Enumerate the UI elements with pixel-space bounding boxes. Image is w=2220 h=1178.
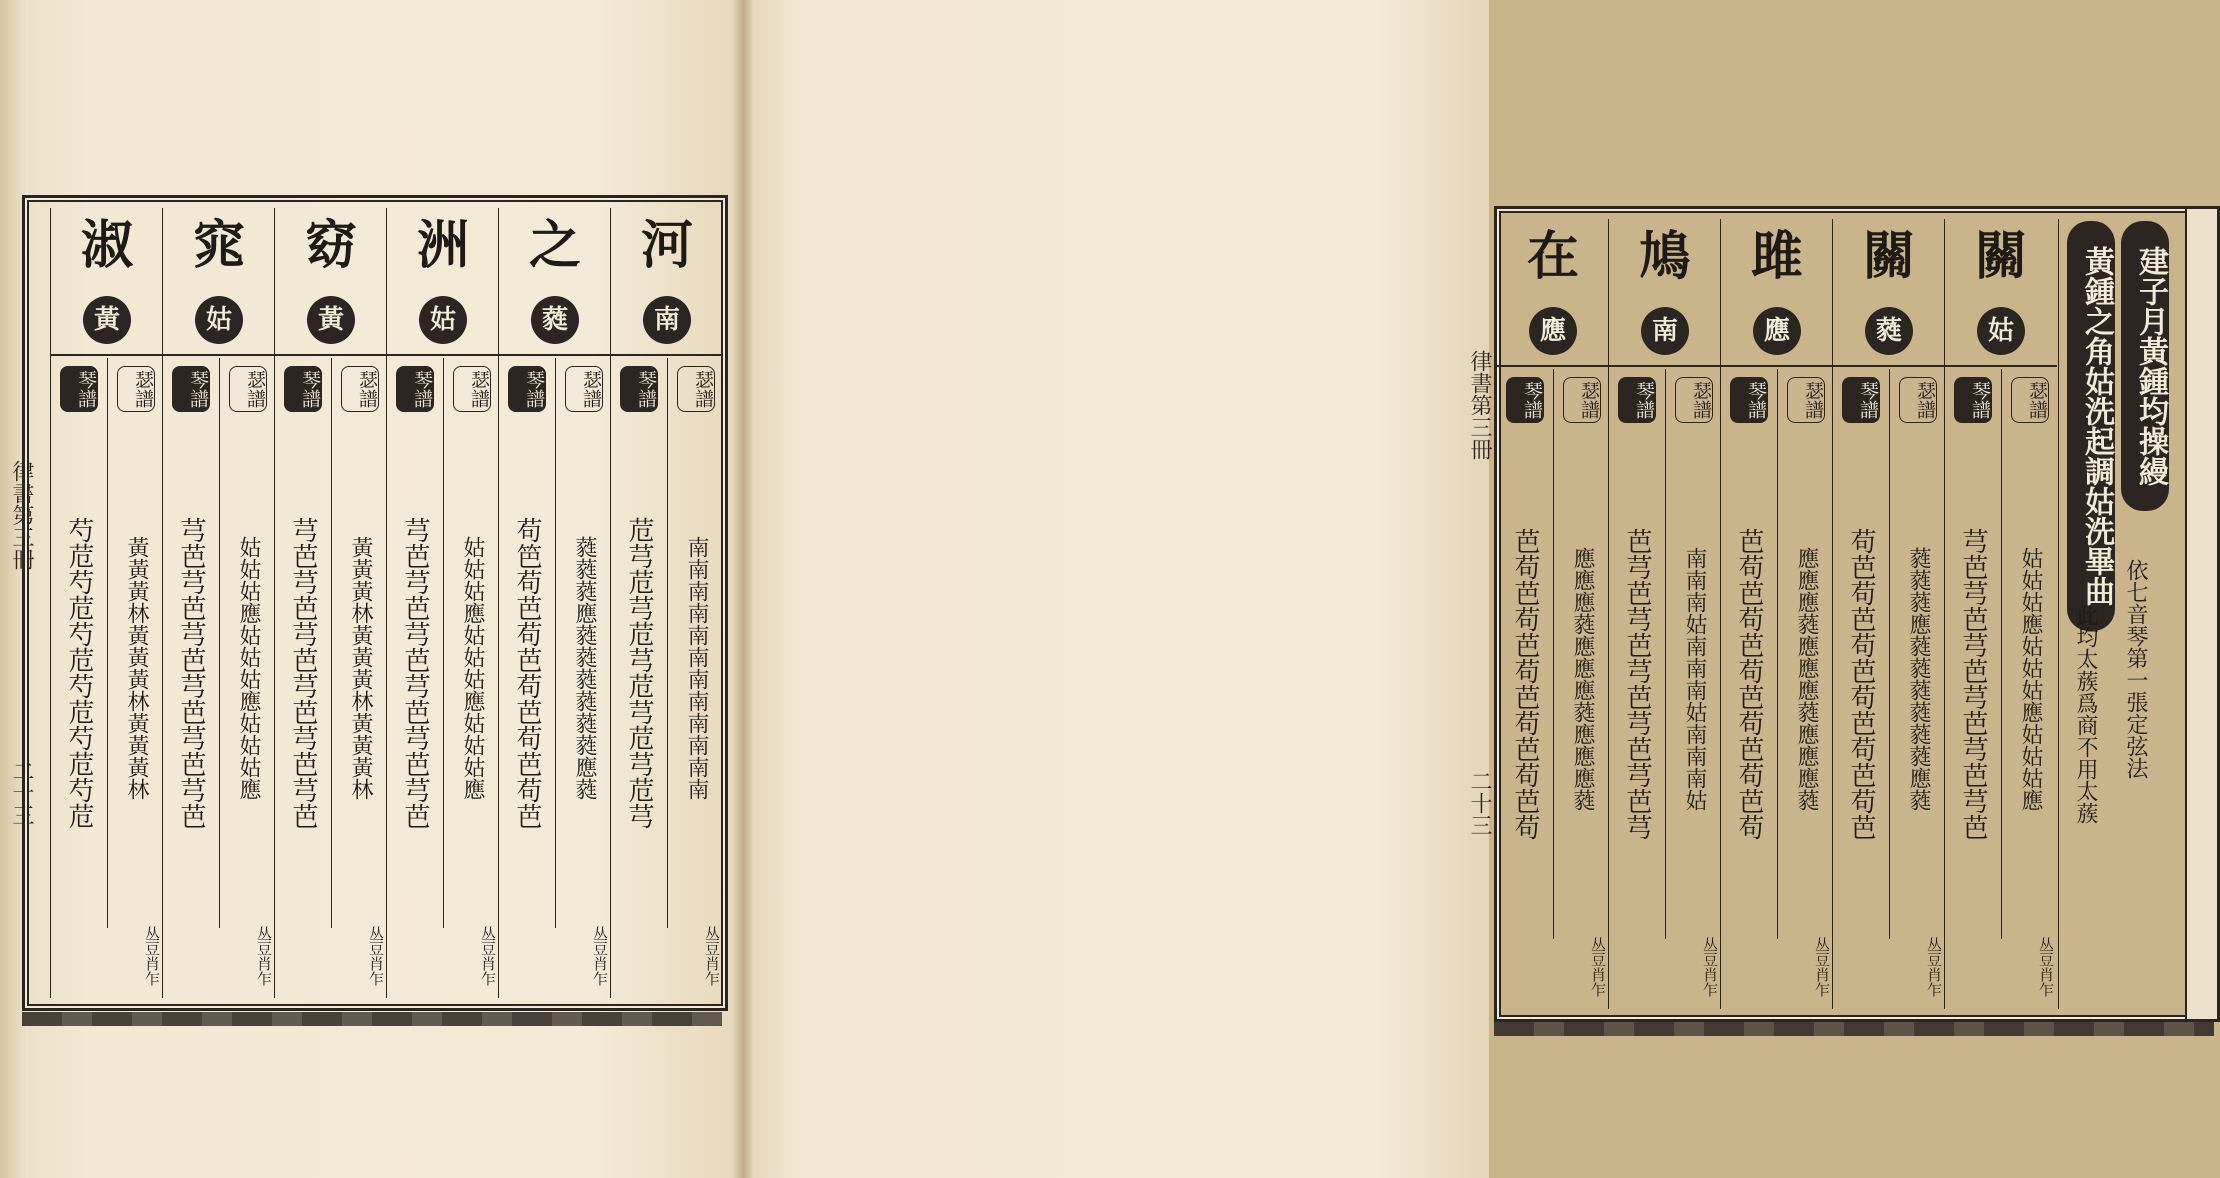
qin-notation: 苊芎苊芎苊芎苊芎苊芎苊芎	[624, 517, 654, 829]
lyric-column	[610, 208, 723, 998]
lyric-character: 洲	[416, 215, 469, 276]
column-divider	[163, 354, 275, 356]
pitch-badge: 蕤	[1865, 307, 1913, 355]
column-footer: 丛豆肖乍	[2037, 937, 2055, 997]
qin-notation: 芎芭芎芭芎芭芎芭芎芭芎芭	[288, 517, 318, 829]
qin-score-tag: 琴譜	[1618, 377, 1656, 423]
pitch-badge: 姑	[419, 296, 467, 344]
se-notation: 姑姑姑應姑姑姑應姑姑姑應	[2018, 547, 2043, 811]
qin-notation: 苟芭苟芭苟芭苟芭苟芭苟芭	[1846, 528, 1876, 840]
lyric-character: 之	[528, 215, 581, 276]
lyric-column	[1832, 219, 1945, 1009]
lyric-character: 窈	[304, 215, 357, 276]
pitch-badge: 姑	[195, 296, 243, 344]
book-gutter	[732, 0, 754, 1178]
pitch-badge: 姑	[1977, 307, 2025, 355]
se-score-tag: 瑟譜	[117, 366, 155, 412]
qin-score-tag: 琴譜	[508, 366, 546, 412]
right-bottom-band	[1494, 1022, 2214, 1036]
se-score-tag: 瑟譜	[1787, 377, 1825, 423]
qin-score-tag: 琴譜	[1954, 377, 1992, 423]
title-divider	[2058, 219, 2059, 1009]
qin-score-tag: 琴譜	[284, 366, 322, 412]
qin-score-tag: 琴譜	[172, 366, 210, 412]
column-footer: 丛豆肖乍	[143, 926, 161, 986]
se-score-tag: 瑟譜	[1675, 377, 1713, 423]
qin-notation: 芎芭芎芭芎芭芎芭芎芭芎芭	[1958, 528, 1988, 840]
pitch-badge: 南	[1641, 307, 1689, 355]
column-divider	[611, 354, 723, 356]
column-divider	[51, 354, 163, 356]
right-page	[742, 0, 2168, 1178]
lyric-character: 關	[1974, 226, 2027, 287]
lyric-column	[274, 208, 387, 998]
pitch-badge: 應	[1753, 307, 1801, 355]
se-notation: 黃黃黃林黃黃黃林黃黃黃林	[348, 536, 373, 800]
pitch-badge: 蕤	[531, 296, 579, 344]
lyric-column	[498, 208, 611, 998]
se-notation: 應應應蕤應應應蕤應應應蕤	[1570, 547, 1595, 811]
lyric-character: 關	[1862, 226, 1915, 287]
se-notation: 蕤蕤蕤應蕤蕤蕤蕤蕤蕤應蕤	[572, 536, 597, 800]
se-notation: 姑姑姑應姑姑姑應姑姑姑應	[460, 536, 485, 800]
column-divider	[1833, 365, 1945, 367]
qin-score-tag: 琴譜	[1506, 377, 1544, 423]
column-divider	[387, 354, 499, 356]
se-notation: 應應應蕤應應應蕤應應應蕤	[1794, 547, 1819, 811]
qin-notation: 芭芎芭芎芭芎芭芎芭芎芭芎	[1622, 528, 1652, 840]
note-column-1: 依七音琴第一張定弦法	[2123, 559, 2148, 779]
column-divider	[499, 354, 611, 356]
se-score-tag: 瑟譜	[1899, 377, 1937, 423]
right-edge-strip	[2185, 209, 2217, 1019]
se-score-tag: 瑟譜	[1563, 377, 1601, 423]
lyric-character: 雎	[1750, 226, 1803, 287]
qin-notation: 芍苊芍苊芍苊芍苊芍苊芍苊	[64, 517, 94, 829]
qin-notation: 苟笆苟芭苟芭苟芭苟芭苟芭	[512, 517, 542, 829]
right-margin-label: 律書第三冊	[1467, 350, 1492, 460]
qin-notation: 芭苟芭苟芭苟芭苟芭苟芭苟	[1734, 528, 1764, 840]
left-page	[0, 0, 742, 1178]
right-frame	[1494, 206, 2220, 1022]
column-divider	[1609, 365, 1721, 367]
column-divider	[1721, 365, 1833, 367]
column-divider	[275, 354, 387, 356]
lyric-column	[162, 208, 275, 998]
qin-notation: 芭苟芭苟芭苟芭苟芭苟芭苟	[1510, 528, 1540, 840]
pitch-badge: 黃	[83, 296, 131, 344]
pitch-badge: 南	[643, 296, 691, 344]
pitch-badge: 黃	[307, 296, 355, 344]
qin-score-tag: 琴譜	[60, 366, 98, 412]
qin-notation: 芎芭芎芭芎芭芎芭芎芭芎芭	[176, 517, 206, 829]
left-frame	[22, 195, 728, 1011]
column-footer: 丛豆肖乍	[1701, 937, 1719, 997]
column-footer: 丛豆肖乍	[367, 926, 385, 986]
left-bottom-band	[22, 1012, 722, 1026]
left-margin-label: 律書第三冊	[9, 460, 34, 570]
lyric-character: 河	[640, 215, 693, 276]
column-footer: 丛豆肖乍	[1813, 937, 1831, 997]
qin-notation: 芎芭芎芭芎芭芎芭芎芭芎芭	[400, 517, 430, 829]
se-score-tag: 瑟譜	[453, 366, 491, 412]
lyric-column	[1496, 219, 1609, 1009]
qin-score-tag: 琴譜	[620, 366, 658, 412]
lyric-character: 窕	[192, 215, 245, 276]
lyric-column	[386, 208, 499, 998]
lyric-character: 鳩	[1638, 226, 1691, 287]
se-score-tag: 瑟譜	[677, 366, 715, 412]
se-notation: 姑姑姑應姑姑姑應姑姑姑應	[236, 536, 261, 800]
column-footer: 丛豆肖乍	[591, 926, 609, 986]
lyric-character: 淑	[80, 215, 133, 276]
se-notation: 南南南南南南南南南南南南	[684, 536, 709, 800]
lyric-character: 在	[1526, 226, 1579, 287]
se-score-tag: 瑟譜	[565, 366, 603, 412]
lyric-column	[50, 208, 163, 998]
column-footer: 丛豆肖乍	[703, 926, 721, 986]
qin-score-tag: 琴譜	[1730, 377, 1768, 423]
lyric-column	[1944, 219, 2057, 1009]
se-score-tag: 瑟譜	[341, 366, 379, 412]
note-column-2: 此均太蔟爲商不用太蔟	[2073, 604, 2098, 824]
left-margin-page: 二十三	[9, 760, 34, 826]
se-notation: 蕤蕤蕤應蕤蕤蕤蕤蕤蕤應蕤	[1906, 547, 1931, 811]
lyric-column	[1608, 219, 1721, 1009]
right-margin-page: 二十三	[1467, 770, 1492, 836]
column-divider	[1945, 365, 2057, 367]
column-footer: 丛豆肖乍	[1925, 937, 1943, 997]
se-score-tag: 瑟譜	[229, 366, 267, 412]
pitch-badge: 應	[1529, 307, 1577, 355]
column-footer: 丛豆肖乍	[1589, 937, 1607, 997]
column-footer: 丛豆肖乍	[255, 926, 273, 986]
qin-score-tag: 琴譜	[1842, 377, 1880, 423]
lyric-column	[1720, 219, 1833, 1009]
column-divider	[1497, 365, 1609, 367]
se-notation: 南南南姑南南南姑南南南姑	[1682, 547, 1707, 811]
title-column-1: 建子月黃鍾均操縵	[2121, 221, 2169, 511]
se-notation: 黃黃黃林黃黃黃林黃黃黃林	[124, 536, 149, 800]
se-score-tag: 瑟譜	[2011, 377, 2049, 423]
column-footer: 丛豆肖乍	[479, 926, 497, 986]
title-column-2: 黃鍾之角姑洗起調姑洗畢曲	[2067, 221, 2115, 631]
qin-score-tag: 琴譜	[396, 366, 434, 412]
